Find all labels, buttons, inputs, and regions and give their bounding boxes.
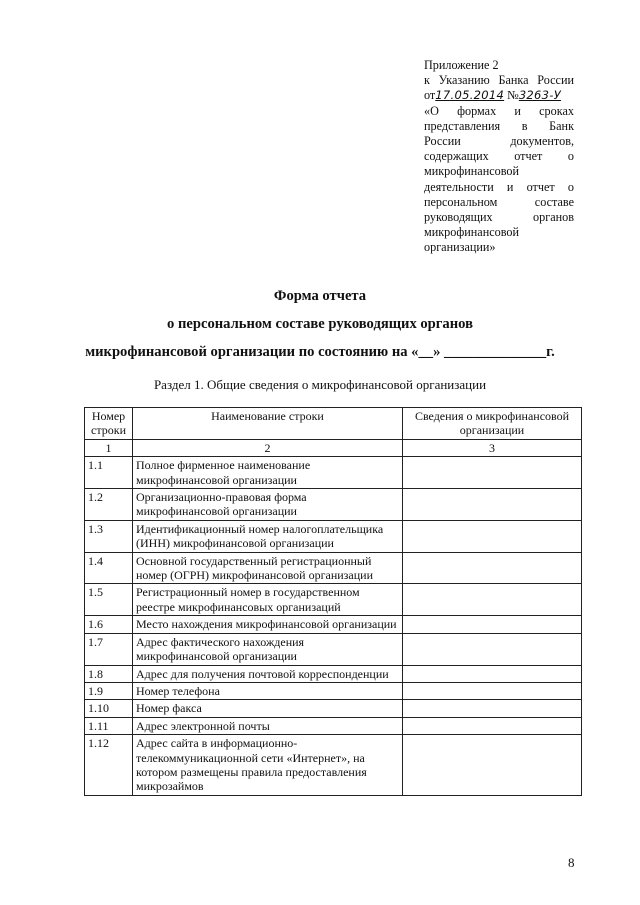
row-value (403, 616, 582, 633)
row-value (403, 584, 582, 616)
table-row (85, 700, 582, 717)
table-row (85, 665, 582, 682)
table-row (85, 633, 582, 665)
general-info-table (84, 407, 582, 796)
row-name: Организационно-правовая форма микрофинансовой организации (133, 489, 403, 521)
column-numbers-row (85, 439, 582, 456)
table-row (85, 489, 582, 521)
row-number: 1.12 (85, 735, 133, 796)
column-header-number: Номер строки (85, 408, 133, 440)
row-value (403, 457, 582, 489)
column-number: 3 (403, 439, 582, 456)
row-name: Адрес электронной почты (133, 717, 403, 734)
appendix-reference: к Указанию Банка России (424, 73, 574, 88)
row-value (403, 552, 582, 584)
row-name: Адрес сайта в информационно-телекоммуникационной сети «Интернет», на котором размещены правила предоставления микрозаймов (133, 735, 403, 796)
row-number: 1.7 (85, 633, 133, 665)
row-value (403, 633, 582, 665)
appendix-subject-line: России документов, (424, 134, 574, 149)
row-number: 1.8 (85, 665, 133, 682)
page-number: 8 (568, 855, 575, 870)
table-row (85, 735, 582, 796)
column-number: 1 (85, 439, 133, 456)
appendix-subject-line: представления в Банк (424, 118, 574, 133)
row-value (403, 489, 582, 521)
table-row (85, 584, 582, 616)
row-number: 1.10 (85, 700, 133, 717)
row-number: 1.2 (85, 489, 133, 521)
appendix-date: 17.05.2014 (435, 88, 505, 103)
row-number: 1.4 (85, 552, 133, 584)
table-header-row (85, 408, 582, 440)
row-value (403, 520, 582, 552)
form-subtitle: о персональном составе руководящих органов (167, 316, 473, 332)
appendix-date-line (424, 88, 574, 103)
column-header-name: Наименование строки (133, 408, 403, 440)
table-row (85, 682, 582, 699)
row-name: Полное фирменное наименование микрофинансовой организации (133, 457, 403, 489)
appendix-subject-line: содержащих отчет о (424, 149, 574, 164)
row-number: 1.3 (85, 520, 133, 552)
row-name: Номер телефона (133, 682, 403, 699)
section-title: Раздел 1. Общие сведения о микрофинансовой организации (153, 377, 487, 392)
row-name: Идентификационный номер налогоплательщика (ИНН) микрофинансовой организации (133, 520, 403, 552)
appendix-subject-line: персональном составе (424, 194, 574, 209)
row-value (403, 665, 582, 682)
column-header-value: Сведения о микрофинансовой организации (403, 408, 582, 440)
row-name: Место нахождения микрофинансовой организации (133, 616, 403, 633)
appendix-date-prefix: от (424, 88, 436, 103)
appendix-subject-line: «О формах и сроках (424, 103, 574, 118)
column-number: 2 (133, 439, 403, 456)
table-row (85, 616, 582, 633)
table-row (85, 552, 582, 584)
form-subtitle-date: микрофинансовой организации по состоянию на «__» ______________г. (85, 344, 555, 360)
table-row (85, 717, 582, 734)
form-title: Форма отчета (273, 288, 367, 304)
row-name: Адрес фактического нахождения микрофинансовой организации (133, 633, 403, 665)
row-name: Адрес для получения почтовой корреспонденции (133, 665, 403, 682)
row-number: 1.11 (85, 717, 133, 734)
row-name: Основной государственный регистрационный номер (ОГРН) микрофинансовой организации (133, 552, 403, 584)
appendix-title: Приложение 2 (424, 58, 499, 72)
appendix-subject-line: деятельности и отчет о (424, 179, 574, 194)
appendix-block (424, 58, 574, 256)
table-row (85, 457, 582, 489)
row-number: 1.9 (85, 682, 133, 699)
appendix-subject-line: микрофинансовой (424, 164, 520, 179)
appendix-number-sign: № (507, 88, 519, 103)
appendix-subject-line: организации» (424, 240, 496, 255)
table-row (85, 520, 582, 552)
appendix-subject-line: микрофинансовой (424, 225, 520, 240)
appendix-number: 3263-У (518, 88, 562, 103)
row-name: Регистрационный номер в государственном реестре микрофинансовых организаций (133, 584, 403, 616)
row-name: Номер факса (133, 700, 403, 717)
row-value (403, 735, 582, 796)
row-number: 1.6 (85, 616, 133, 633)
row-number: 1.1 (85, 457, 133, 489)
row-value (403, 717, 582, 734)
row-number: 1.5 (85, 584, 133, 616)
row-value (403, 700, 582, 717)
row-value (403, 682, 582, 699)
appendix-subject-line: руководящих органов (424, 210, 574, 225)
